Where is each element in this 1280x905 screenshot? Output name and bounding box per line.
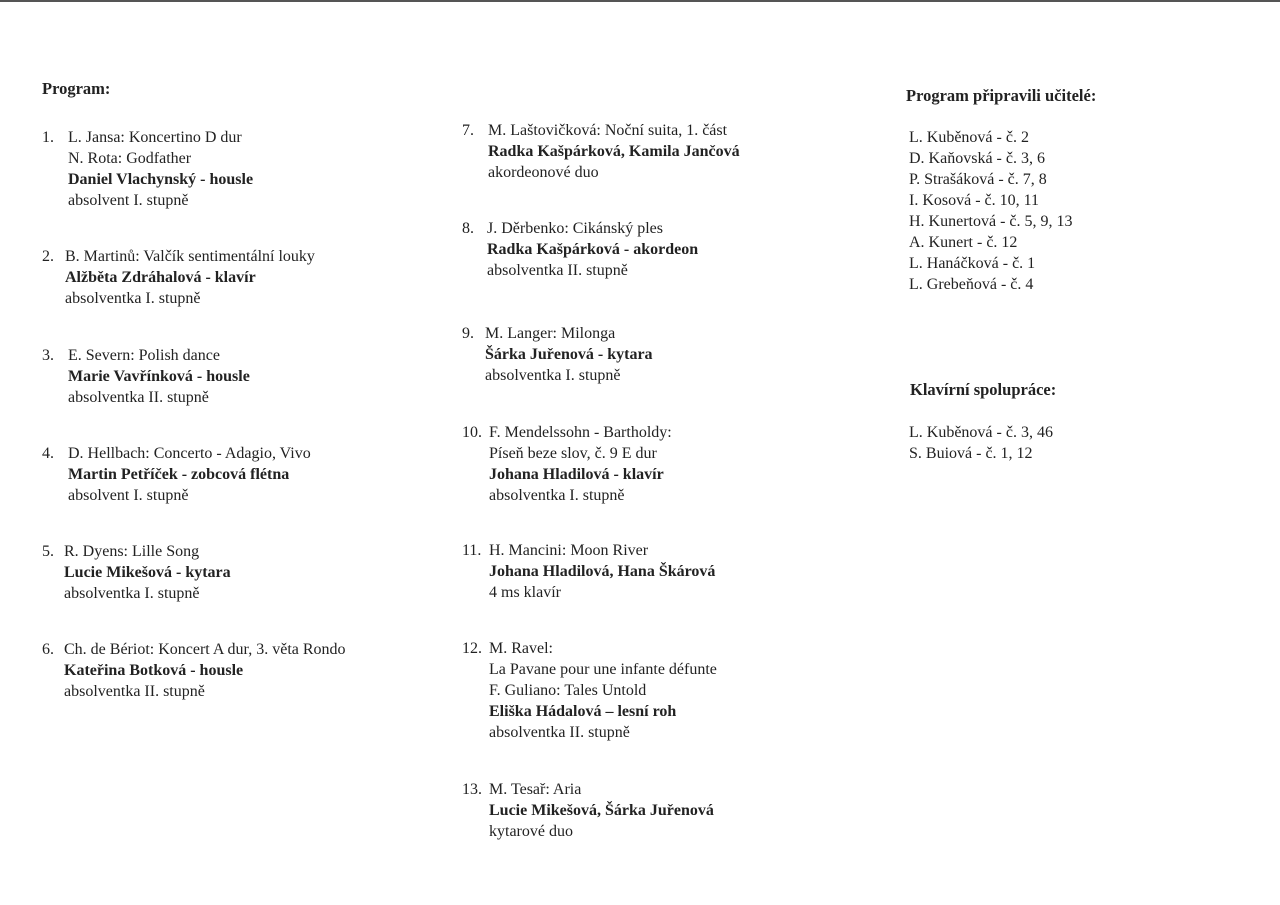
performer: Lucie Mikešová, Šárka Juřenová [489,802,714,819]
performer: Radka Kašpárková - akordeon [487,241,699,258]
teachers-list-item: D. Kaňovská - č. 3, 6 [909,150,1045,167]
program-item [42,127,254,211]
performer: Johana Hladilová - klavír [489,466,664,483]
performer: Johana Hladilová, Hana Škárová [489,563,716,580]
performer-note: absolventka II. stupně [64,683,205,700]
composition-line: F. Mendelssohn - Bartholdy: [489,424,672,441]
item-number: 3. [42,347,54,364]
composition-line: Píseň beze slov, č. 9 E dur [489,445,657,462]
item-number: 2. [42,248,54,265]
performer-note: absolventka I. stupně [489,487,625,504]
item-number: 4. [42,445,54,462]
teachers-list-item: L. Kuběnová - č. 2 [909,129,1029,146]
performer: Lucie Mikešová - kytara [64,564,231,581]
piano-heading: Klavírní spolupráce: [910,380,1057,399]
performer-note: absolvent I. stupně [68,192,189,209]
program-item [42,246,315,309]
item-number: 11. [462,542,482,559]
item-number: 12. [462,640,482,657]
program-item [42,639,346,702]
item-number: 9. [462,325,474,342]
item-number: 1. [42,129,54,146]
composition-line: B. Martinů: Valčík sentimentální louky [65,248,315,265]
composition-line: N. Rota: Godfather [68,150,192,167]
teachers-list-item: I. Kosová - č. 10, 11 [909,192,1040,209]
performer-note: absolventka I. stupně [65,290,201,307]
performer: Kateřina Botková - housle [64,662,244,679]
item-number: 8. [462,220,474,237]
program-item [42,541,231,604]
performer-note: absolventka II. stupně [487,262,628,279]
performer: Daniel Vlachynský - housle [68,171,254,188]
teachers-list-item: H. Kunertová - č. 5, 9, 13 [909,213,1073,230]
composition-line: F. Guliano: Tales Untold [489,682,647,699]
composition-line: J. Děrbenko: Cikánský ples [487,220,663,237]
program-item [462,779,714,842]
performer-note: absolvent I. stupně [68,487,189,504]
program-item [462,218,699,281]
piano-list-item: L. Kuběnová - č. 3, 46 [909,424,1053,441]
composition-line: L. Jansa: Koncertino D dur [68,129,242,146]
program-item [42,443,311,506]
item-number: 5. [42,543,54,560]
program-item [462,422,672,506]
composition-line: R. Dyens: Lille Song [64,543,200,560]
performer-note: absolventka I. stupně [64,585,200,602]
performer: Eliška Hádalová – lesní roh [489,703,677,720]
teachers-list-item: L. Grebeňová - č. 4 [909,276,1034,293]
performer: Alžběta Zdráhalová - klavír [65,269,256,286]
composition-line: D. Hellbach: Concerto - Adagio, Vivo [68,445,311,462]
program-heading: Program: [42,79,111,98]
performer-note: absolventka II. stupně [489,724,630,741]
top-border [0,0,1280,2]
teachers-list-item: P. Strašáková - č. 7, 8 [909,171,1047,188]
performer: Marie Vavřínková - housle [68,368,250,385]
performer-note: akordeonové duo [488,164,599,181]
teachers-list [909,127,1073,295]
composition-line: M. Laštovičková: Noční suita, 1. část [488,122,728,139]
teachers-heading: Program připravili učitelé: [906,86,1097,105]
composition-line: La Pavane pour une infante défunte [489,661,717,678]
performer-note: 4 ms klavír [489,584,561,601]
program-item [42,345,250,408]
piano-list-item: S. Buiová - č. 1, 12 [909,445,1033,462]
composition-line: Ch. de Bériot: Koncert A dur, 3. věta Rondo [64,641,346,658]
item-number: 10. [462,424,482,441]
program-item [462,120,740,183]
program-item [462,540,716,603]
item-number: 7. [462,122,474,139]
teachers-list-item: L. Hanáčková - č. 1 [909,255,1036,272]
performer-note: absolventka I. stupně [485,367,621,384]
piano-list [909,422,1053,464]
composition-line: E. Severn: Polish dance [68,347,220,364]
item-number: 13. [462,781,482,798]
composition-line: H. Mancini: Moon River [489,542,649,559]
program-item [462,323,653,386]
performer: Martin Petříček - zobcová flétna [68,466,290,483]
program-item [462,638,717,743]
performer: Šárka Juřenová - kytara [485,346,653,363]
performer: Radka Kašpárková, Kamila Jančová [488,143,740,160]
teachers-list-item: A. Kunert - č. 12 [909,234,1018,251]
composition-line: M. Langer: Milonga [485,325,616,342]
composition-line: M. Tesař: Aria [489,781,582,798]
composition-line: M. Ravel: [489,640,553,657]
item-number: 6. [42,641,54,658]
performer-note: absolventka II. stupně [68,389,209,406]
performer-note: kytarové duo [489,823,573,840]
